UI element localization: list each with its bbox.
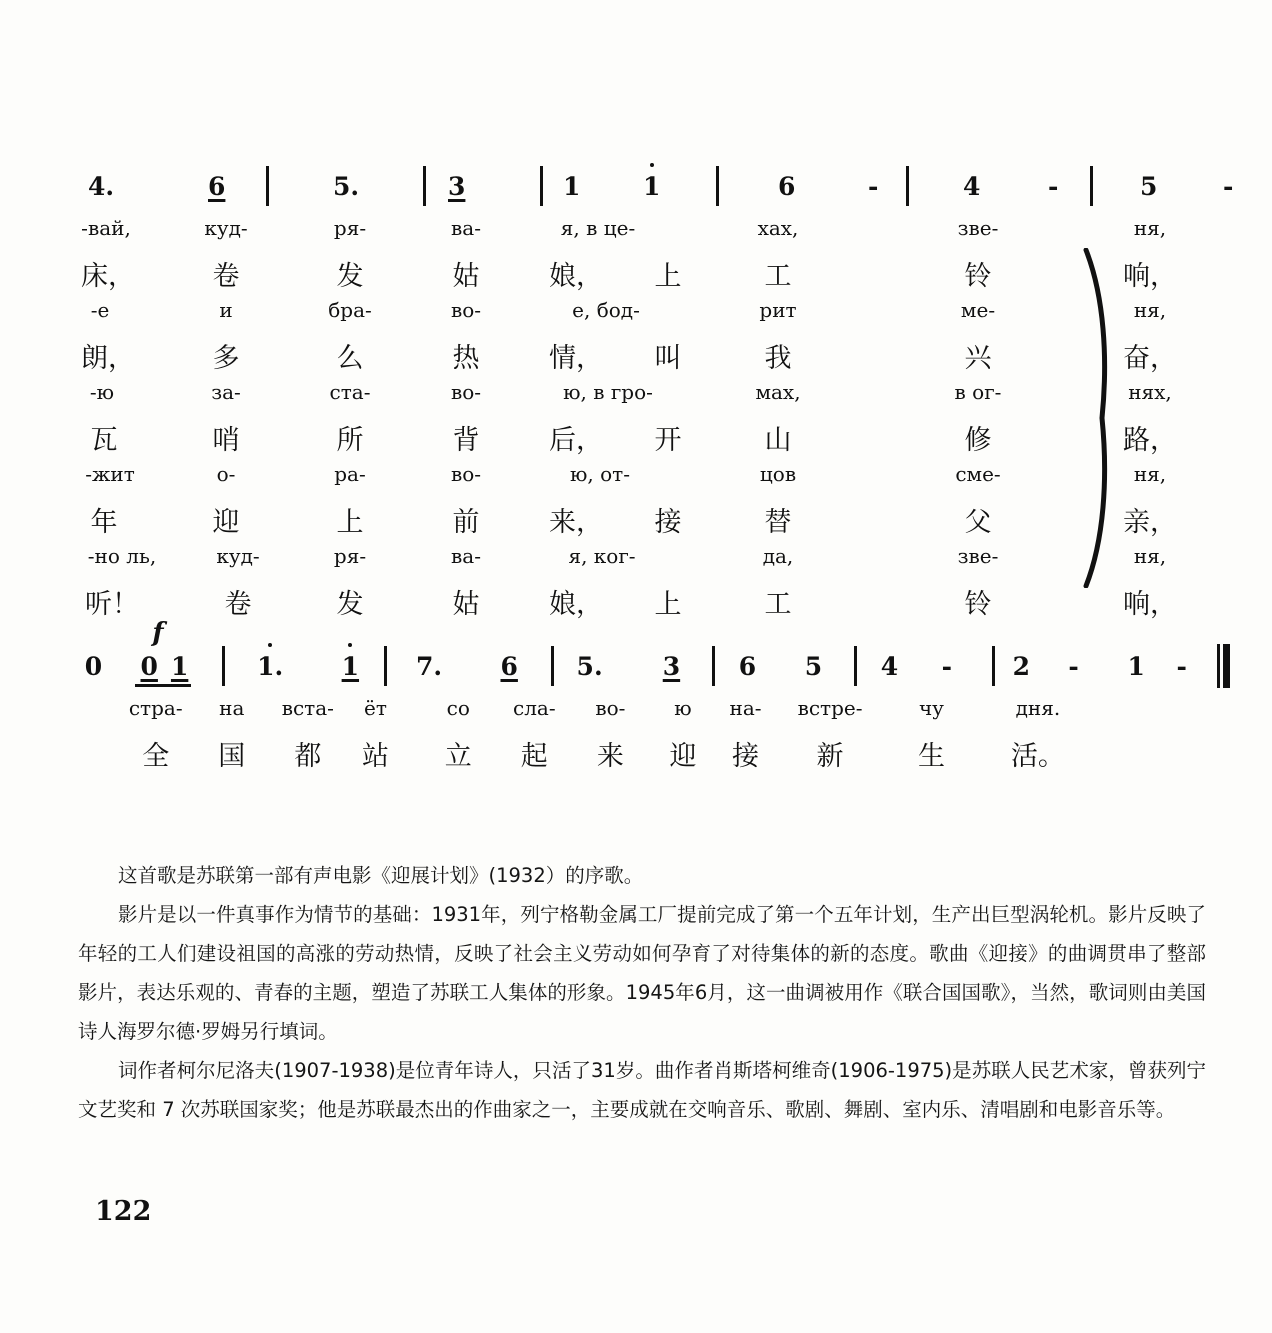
- lyric-syllable: 新: [816, 741, 844, 772]
- lyric-syllable: 立: [444, 741, 472, 772]
- lyric-syllable: ня,: [1133, 544, 1167, 568]
- lyric-syllable: цов: [759, 462, 797, 486]
- lyric-syllable: 迎: [212, 507, 240, 538]
- note-number: 0: [84, 652, 103, 681]
- lyric-row-russian: [78, 462, 1188, 500]
- lyric-syllable: 兴: [964, 343, 992, 374]
- lyric-row-chinese: [78, 336, 1188, 380]
- note-number: 5: [804, 652, 823, 681]
- lyric-syllable: и: [219, 298, 233, 322]
- commentary-text: [78, 856, 1206, 1129]
- lyric-syllable: 卷: [224, 589, 252, 620]
- lyric-syllable: 工: [764, 261, 792, 292]
- note-number: 1: [341, 652, 360, 681]
- lyric-syllable: 叫: [654, 343, 682, 374]
- note-number: 3: [448, 172, 466, 201]
- lyric-syllable: дня.: [1015, 696, 1061, 720]
- lyric-syllable: мах,: [755, 380, 801, 404]
- lyric-row-chinese: [78, 734, 1188, 778]
- note-number: 4: [880, 652, 899, 681]
- lyric-syllable: стра-: [128, 696, 183, 720]
- note-number: 4.: [88, 172, 115, 201]
- lyric-syllable: на: [219, 696, 245, 720]
- lyric-block-1: [78, 216, 1188, 626]
- note-sustain-dash: -: [1048, 172, 1059, 201]
- lyric-syllable: 我: [764, 343, 792, 374]
- lyric-syllable: 卷: [212, 261, 240, 292]
- lyric-syllable: ня,: [1133, 298, 1167, 322]
- page-number: 122: [95, 1196, 152, 1227]
- lyric-syllable: 背: [452, 425, 480, 456]
- barline: [854, 646, 857, 686]
- lyric-row-russian: [78, 544, 1188, 582]
- lyric-syllable: встре-: [797, 696, 863, 720]
- note-number: 1: [643, 172, 661, 201]
- lyric-syllable: 娘，: [549, 261, 603, 292]
- lyric-syllable: 多: [212, 343, 240, 374]
- lyric-syllable: 年: [90, 507, 118, 538]
- barline: [266, 166, 269, 206]
- lyric-syllable: 奋，: [1123, 343, 1177, 374]
- note-number: 6: [208, 172, 226, 201]
- lyric-syllable: 山: [764, 425, 792, 456]
- lyric-syllable: 来: [596, 741, 624, 772]
- lyric-syllable: сме-: [955, 462, 1001, 486]
- note-number: 2: [1012, 652, 1030, 681]
- barline: [712, 646, 715, 686]
- lyric-row-russian: [78, 380, 1188, 418]
- note-number: 5: [1140, 172, 1158, 201]
- lyric-syllable: 哨: [212, 425, 240, 456]
- lyric-syllable: -е: [90, 298, 110, 322]
- commentary-paragraph-3: 词作者柯尔尼洛夫(1907-1938)是位青年诗人，只活了31岁。曲作者肖斯塔柯维奇(1906-1975)是苏联人民艺术家，曾获列宁文艺奖和 7 次苏联国家奖；他是苏联最杰出的作曲家之一，主要成就在交响音乐、歌剧、舞剧、室内乐、清唱剧和电影音乐等。: [78, 1059, 1206, 1121]
- lyric-syllable: 床，: [81, 261, 135, 292]
- lyric-syllable: 姑: [452, 261, 480, 292]
- lyric-syllable: о-: [216, 462, 236, 486]
- commentary-paragraph-1: 这首歌是苏联第一部有声电影《迎展计划》(1932）的序歌。: [118, 864, 644, 887]
- lyric-syllable: 来，: [549, 507, 603, 538]
- lyric-syllable: ня,: [1133, 216, 1167, 240]
- beam: [135, 684, 191, 687]
- lyric-syllable: на-: [729, 696, 762, 720]
- note-number: 4: [963, 172, 981, 201]
- note-sustain-dash: -: [1223, 172, 1234, 201]
- lyric-syllable: е, бод-: [572, 298, 640, 322]
- lyric-syllable: 接: [732, 741, 760, 772]
- barline: [1090, 166, 1093, 206]
- lyric-syllable: -но ль,: [87, 544, 157, 568]
- lyric-syllable: -жит: [85, 462, 135, 486]
- lyric-syllable: 发: [336, 261, 364, 292]
- lyric-syllable: во-: [450, 298, 482, 322]
- music-system-2: [78, 618, 1188, 778]
- note-number: 6: [738, 652, 757, 681]
- lyric-syllable: 工: [764, 589, 792, 620]
- note-number: 6: [500, 652, 518, 681]
- lyric-syllable: 所: [336, 425, 364, 456]
- lyric-syllable: 迎: [669, 741, 697, 772]
- lyric-syllable: 站: [361, 741, 389, 772]
- note-number: 1: [170, 652, 189, 681]
- barline: [423, 166, 426, 206]
- note-number: 7.: [416, 652, 443, 681]
- note-number: 5.: [576, 652, 603, 681]
- lyric-syllable: 路，: [1123, 425, 1177, 456]
- barline: [540, 166, 543, 206]
- barline: [992, 646, 995, 686]
- lyric-syllable: я, в це-: [560, 216, 636, 240]
- lyric-syllable: зве-: [957, 544, 999, 568]
- lyric-syllable: я, ког-: [568, 544, 636, 568]
- lyric-syllable: 上: [654, 589, 682, 620]
- lyric-syllable: во-: [450, 380, 482, 404]
- lyric-syllable: во-: [450, 462, 482, 486]
- lyric-syllable: куд-: [204, 216, 248, 240]
- lyric-row-russian: [78, 216, 1188, 254]
- lyric-syllable: со: [446, 696, 470, 720]
- lyric-syllable: 听！: [85, 589, 139, 620]
- repeat-brace: [1082, 248, 1122, 588]
- lyric-row-chinese: [78, 254, 1188, 298]
- lyric-syllable: ме-: [960, 298, 996, 322]
- lyric-syllable: 响，: [1123, 261, 1177, 292]
- lyric-syllable: 全: [142, 741, 170, 772]
- lyric-syllable: ря-: [333, 544, 367, 568]
- lyric-syllable: 热: [452, 343, 480, 374]
- notation-row-1: [78, 160, 1234, 216]
- lyric-syllable: 情，: [549, 343, 603, 374]
- lyric-syllable: 朗，: [81, 343, 135, 374]
- lyric-syllable: хах,: [757, 216, 799, 240]
- lyric-syllable: 娘，: [549, 589, 603, 620]
- note-number: 1: [563, 172, 581, 201]
- lyric-syllable: 么: [336, 343, 364, 374]
- lyric-syllable: -вай,: [81, 216, 131, 240]
- lyric-syllable: ёт: [363, 696, 387, 720]
- lyric-syllable: 亲，: [1123, 507, 1177, 538]
- lyric-syllable: вста-: [281, 696, 334, 720]
- notation-row-2: [78, 618, 1188, 696]
- lyric-syllable: во-: [595, 696, 626, 720]
- lyric-syllable: 国: [218, 741, 246, 772]
- music-system-1: [78, 160, 1234, 626]
- lyric-syllable: за-: [211, 380, 241, 404]
- lyric-syllable: 活。: [1010, 741, 1065, 772]
- lyric-syllable: -ю: [89, 380, 115, 404]
- lyric-syllable: 修: [964, 425, 992, 456]
- lyric-syllable: 响，: [1123, 589, 1177, 620]
- lyric-row-russian: [78, 696, 1188, 734]
- lyric-syllable: ря-: [333, 216, 367, 240]
- final-barline: [1217, 644, 1229, 688]
- lyric-syllable: ва-: [451, 216, 481, 240]
- note-number: 5.: [333, 172, 360, 201]
- note-sustain-dash: -: [868, 172, 879, 201]
- lyric-syllable: ю: [674, 696, 692, 720]
- barline: [906, 166, 909, 206]
- lyric-row-chinese: [78, 500, 1188, 544]
- lyric-syllable: 接: [654, 507, 682, 538]
- note-number: 0: [140, 652, 158, 681]
- barline: [384, 646, 387, 686]
- lyric-syllable: 生: [917, 741, 945, 772]
- barline: [551, 646, 554, 686]
- barline: [716, 166, 719, 206]
- lyric-syllable: 发: [336, 589, 364, 620]
- lyric-syllable: 开: [654, 425, 682, 456]
- lyric-syllable: бра-: [328, 298, 372, 322]
- lyric-syllable: 上: [336, 507, 364, 538]
- lyric-syllable: да,: [762, 544, 794, 568]
- lyric-syllable: ста-: [329, 380, 371, 404]
- lyric-syllable: 铃: [964, 589, 992, 620]
- lyric-syllable: рит: [759, 298, 797, 322]
- lyric-syllable: ю, в гро-: [563, 380, 653, 404]
- lyric-syllable: куд-: [216, 544, 260, 568]
- commentary-paragraph-2: 影片是以一件真事作为情节的基础：1931年，列宁格勒金属工厂提前完成了第一个五年计划，生产出巨型涡轮机。影片反映了年轻的工人们建设祖国的高涨的劳动热情，反映了社会主义劳动如何孕育了对待集体的新的态度。歌曲《迎接》的曲调贯串了整部影片，表达乐观的、青春的主题，塑造了苏联工人集体的形象。1945年6月，这一曲调被用作《联合国国歌》，当然，歌词则由美国诗人海罗尔德·罗姆另行填词。: [78, 903, 1206, 1043]
- lyric-syllable: 瓦: [90, 425, 118, 456]
- note-sustain-dash: -: [1176, 652, 1187, 681]
- dynamic-marking: f: [152, 618, 164, 648]
- lyric-row-russian: [78, 298, 1188, 336]
- lyric-syllable: 前: [452, 507, 480, 538]
- lyric-syllable: 姑: [452, 589, 480, 620]
- note-number: 1.: [257, 652, 284, 681]
- lyric-syllable: в ог-: [954, 380, 1002, 404]
- lyric-syllable: чу: [918, 696, 944, 720]
- lyric-syllable: 父: [964, 507, 992, 538]
- note-number: 6: [778, 172, 796, 201]
- lyric-syllable: 铃: [964, 261, 992, 292]
- lyric-syllable: ра-: [334, 462, 366, 486]
- note-sustain-dash: -: [1068, 652, 1079, 681]
- lyric-syllable: нях,: [1128, 380, 1172, 404]
- lyric-syllable: 起: [520, 741, 548, 772]
- lyric-syllable: 后，: [549, 425, 603, 456]
- note-number: 1: [1127, 652, 1145, 681]
- barline: [222, 646, 225, 686]
- lyric-syllable: 上: [654, 261, 682, 292]
- lyric-syllable: 都: [294, 741, 322, 772]
- lyric-syllable: зве-: [957, 216, 999, 240]
- lyric-block-2: [78, 696, 1188, 778]
- lyric-syllable: ю, от-: [570, 462, 630, 486]
- lyric-syllable: ня,: [1133, 462, 1167, 486]
- note-number: 3: [662, 652, 681, 681]
- lyric-syllable: 替: [764, 507, 792, 538]
- lyric-row-chinese: [78, 582, 1188, 626]
- lyric-syllable: ва-: [451, 544, 481, 568]
- lyric-syllable: сла-: [513, 696, 556, 720]
- lyric-row-chinese: [78, 418, 1188, 462]
- note-sustain-dash: -: [941, 652, 952, 681]
